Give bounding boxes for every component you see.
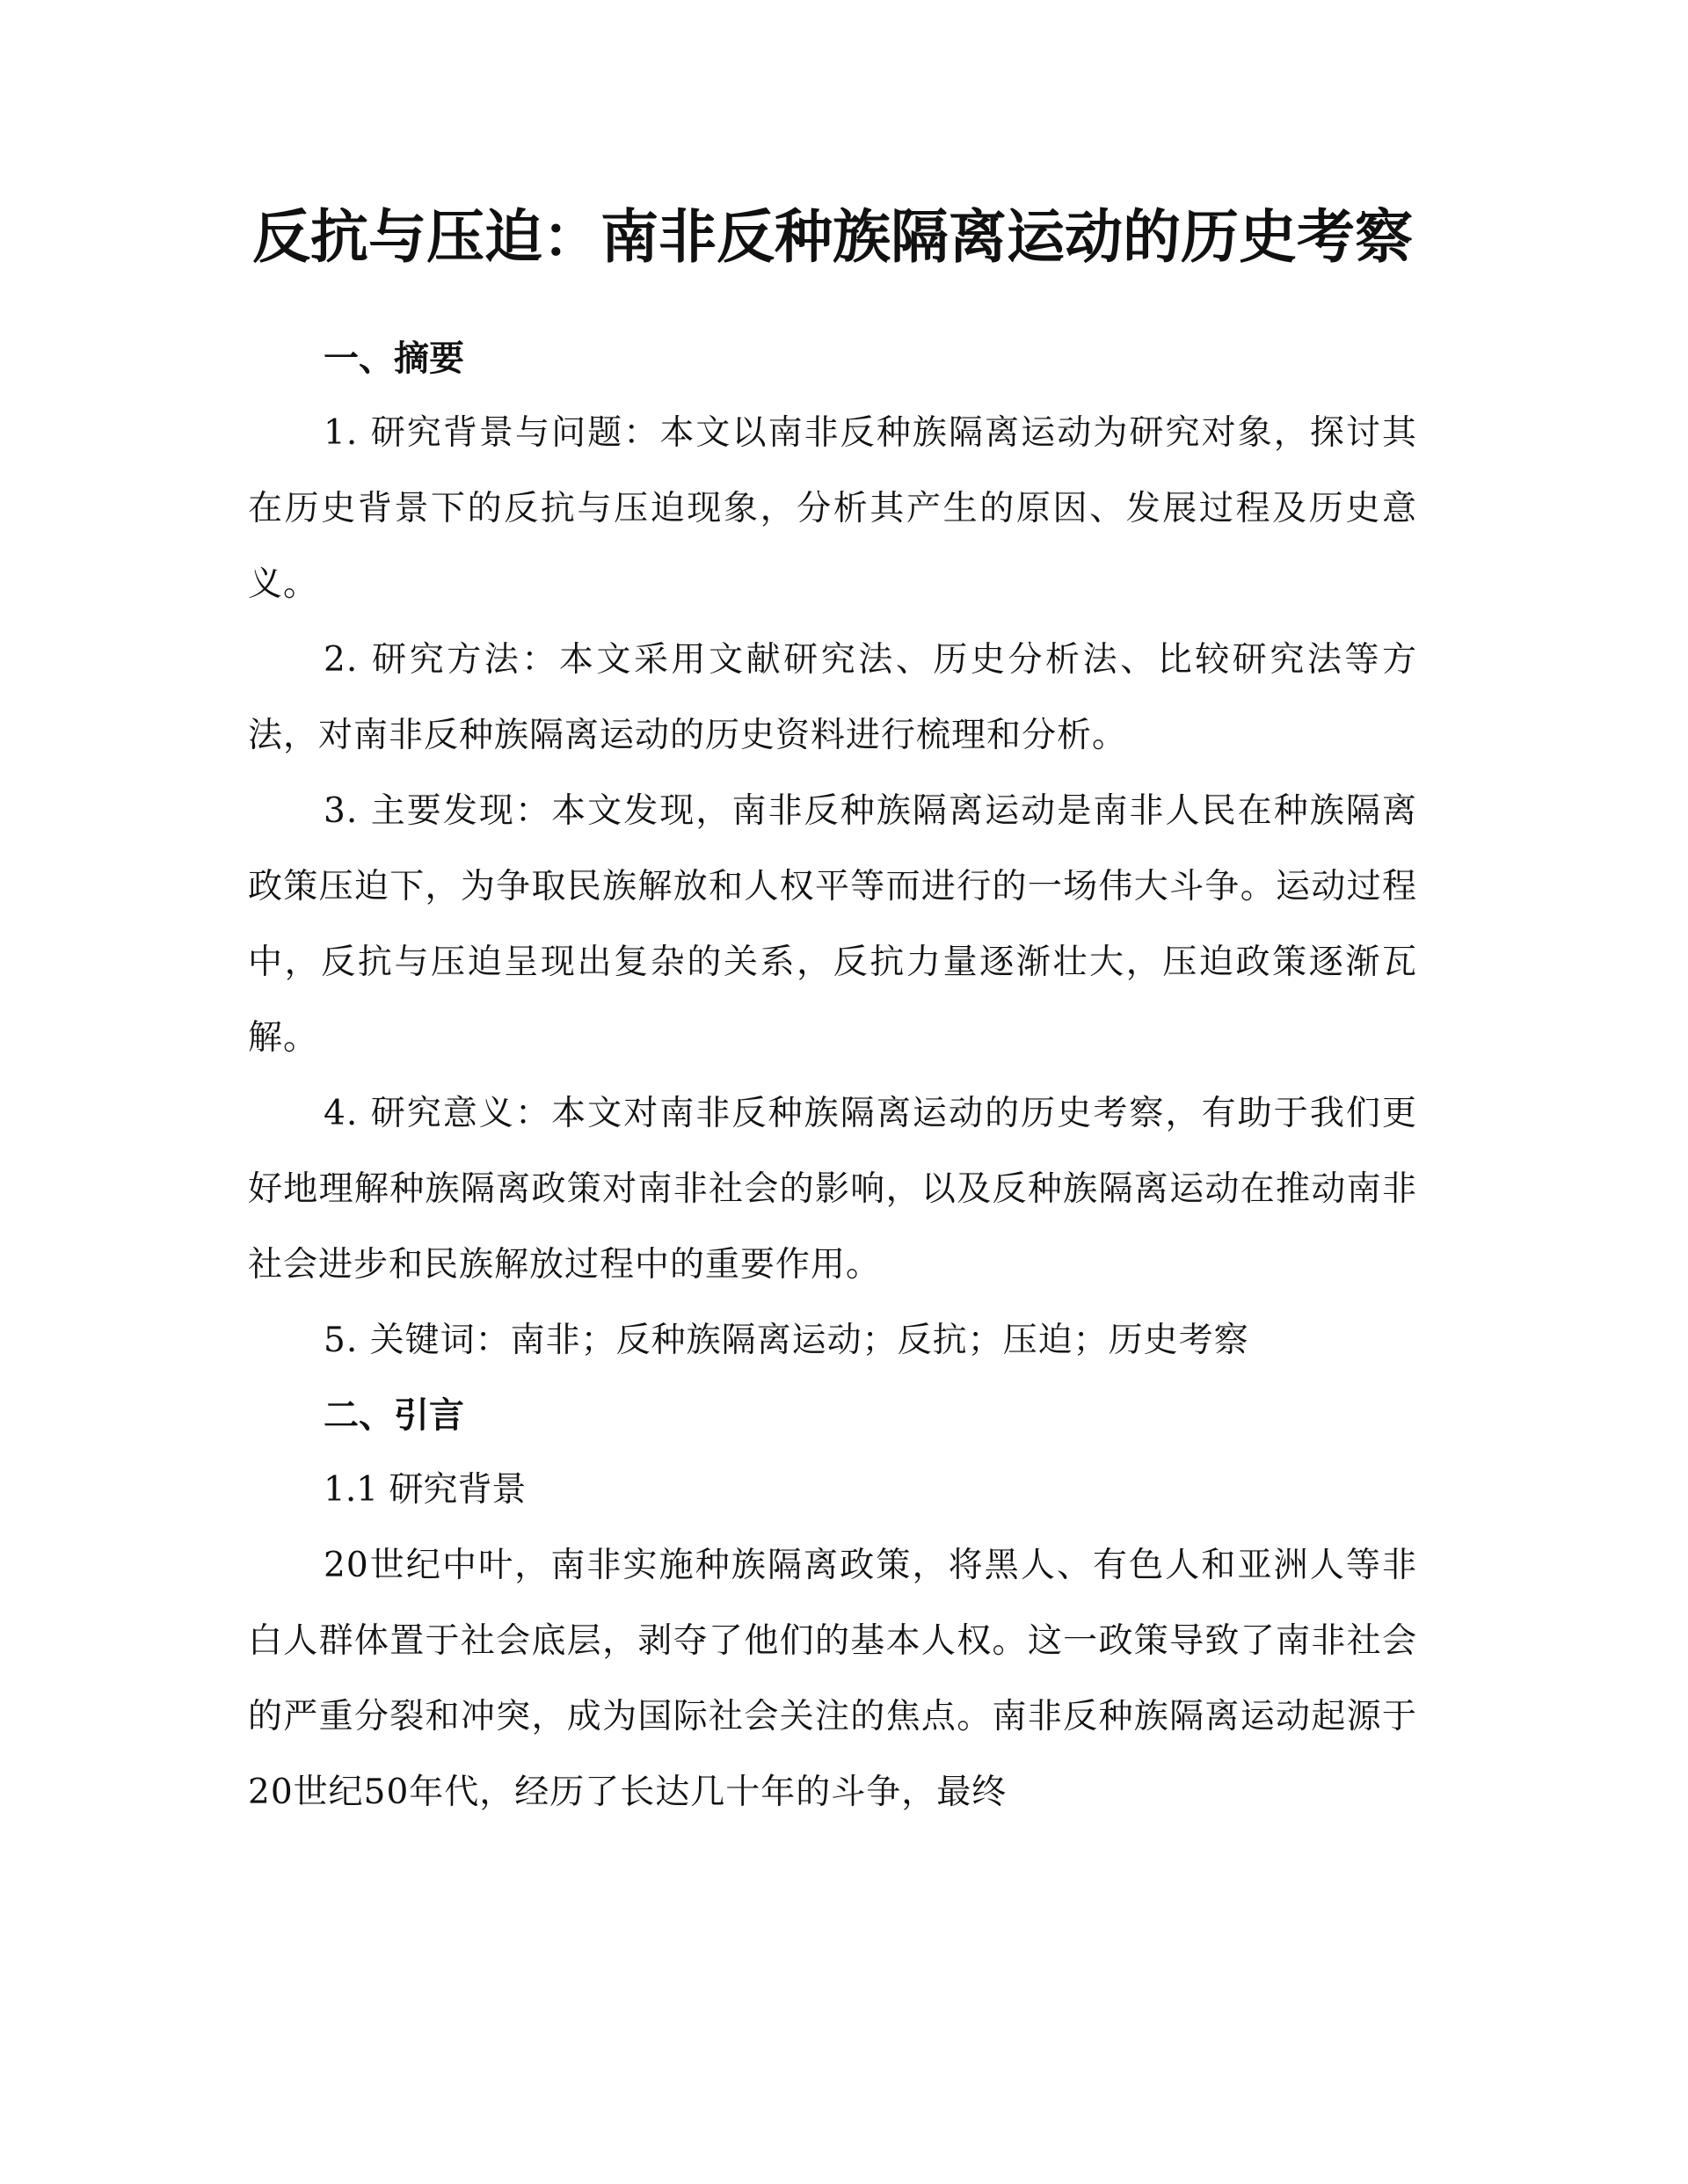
- intro-paragraph: 20世纪中叶，南非实施种族隔离政策，将黑人、有色人和亚洲人等非白人群体置于社会底层，剥夺了他们的基本人权。这一政策导致了南非社会的严重分裂和冲突，成为国际社会关注的焦点。南非反种族隔离运动起源于20世纪50年代，经历了长达几十年的斗争，最终: [248, 1546, 1417, 1812]
- abstract-item-3: 3. 主要发现：本文发现，南非反种族隔离运动是南非人民在种族隔离政策压迫下，为争取民族解放和人权平等而进行的一场伟大斗争。运动过程中，反抗与压迫呈现出复杂的关系，反抗力量逐渐壮大，压迫政策逐渐瓦解。: [248, 791, 1417, 1058]
- abstract-item-1: 1. 研究背景与问题：本文以南非反种族隔离运动为研究对象，探讨其在历史背景下的反抗与压迫现象，分析其产生的原因、发展过程及历史意义。: [248, 413, 1417, 604]
- abstract-item-5: 5. 关键词：南非；反种族隔离运动；反抗；压迫；历史考察: [324, 1321, 1249, 1360]
- abstract-item-4: 4. 研究意义：本文对南非反种族隔离运动的历史考察，有助于我们更好地理解种族隔离政策对南非社会的影响，以及反种族隔离运动在推动南非社会进步和民族解放过程中的重要作用。: [248, 1094, 1417, 1285]
- abstract-item-2: 2. 研究方法：本文采用文献研究法、历史分析法、比较研究法等方法，对南非反种族隔离运动的历史资料进行梳理和分析。: [248, 640, 1417, 755]
- section-heading-intro: 二、引言: [324, 1395, 464, 1436]
- section-heading-abstract: 一、摘要: [324, 339, 464, 379]
- document-title: 反抗与压迫：南非反种族隔离运动的历史考察: [252, 203, 1413, 271]
- subsection-heading-background: 1.1 研究背景: [324, 1470, 527, 1510]
- document-page: [248, 176, 1417, 1831]
